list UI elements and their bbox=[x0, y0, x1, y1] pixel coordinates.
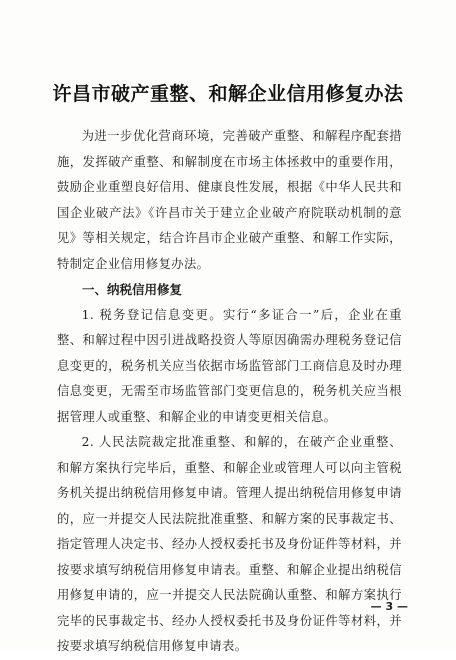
document-body bbox=[57, 124, 402, 660]
intro-paragraph: 为进一步优化营商环境，完善破产重整、和解程序配套措施，发挥破产重整、和解制度在市场主体拯救中的重要作用，鼓励企业重塑良好信用、健康良性发展，根据《中华人民共和国企业破产法》《许昌市关于建立企业破产府院联动机制的意见》等相关规定，结合许昌市企业破产重整、和解工作实际，特制定企业信用修复办法。 bbox=[57, 129, 402, 271]
paragraph-credit-repair-application: 2. 人民法院裁定批准重整、和解的，在破产企业重整、和解方案执行完毕后，重整、和解企业或管理人可以向主管税务机关提出纳税信用修复申请。管理人提出纳税信用修复申请的，应一并提交人民法院批准重整、和解方案的民事裁定书、指定管理人决定书、经办人授权委托书及身份证件等材料，并按要求填写纳税信用修复申请表。重整、和解企业提出纳税信用修复申请的，应一并提交人民法院确认重整、和解方案执行完毕的民事裁定书、经办人授权委托书及身份证件等材料，并按要求填写纳税信用修复申请表。 bbox=[57, 435, 402, 653]
section-heading-tax-credit: 一、纳税信用修复 bbox=[82, 282, 183, 297]
document-title: 许昌市破产重整、和解企业信用修复办法 bbox=[52, 83, 404, 105]
page-number: — 3 — bbox=[370, 600, 408, 613]
paragraph-tax-registration: 1. 税务登记信息变更。实行“多证合一”后，企业在重整、和解过程中因引进战略投资人等原因确需办理税务登记信息变更的，税务机关应当依据市场监管部门工商信息及时办理信息变更，无需至市场监管部门变更信息的，税务机关应当根据管理人或重整、和解企业的申请变更相关信息。 bbox=[57, 307, 402, 424]
